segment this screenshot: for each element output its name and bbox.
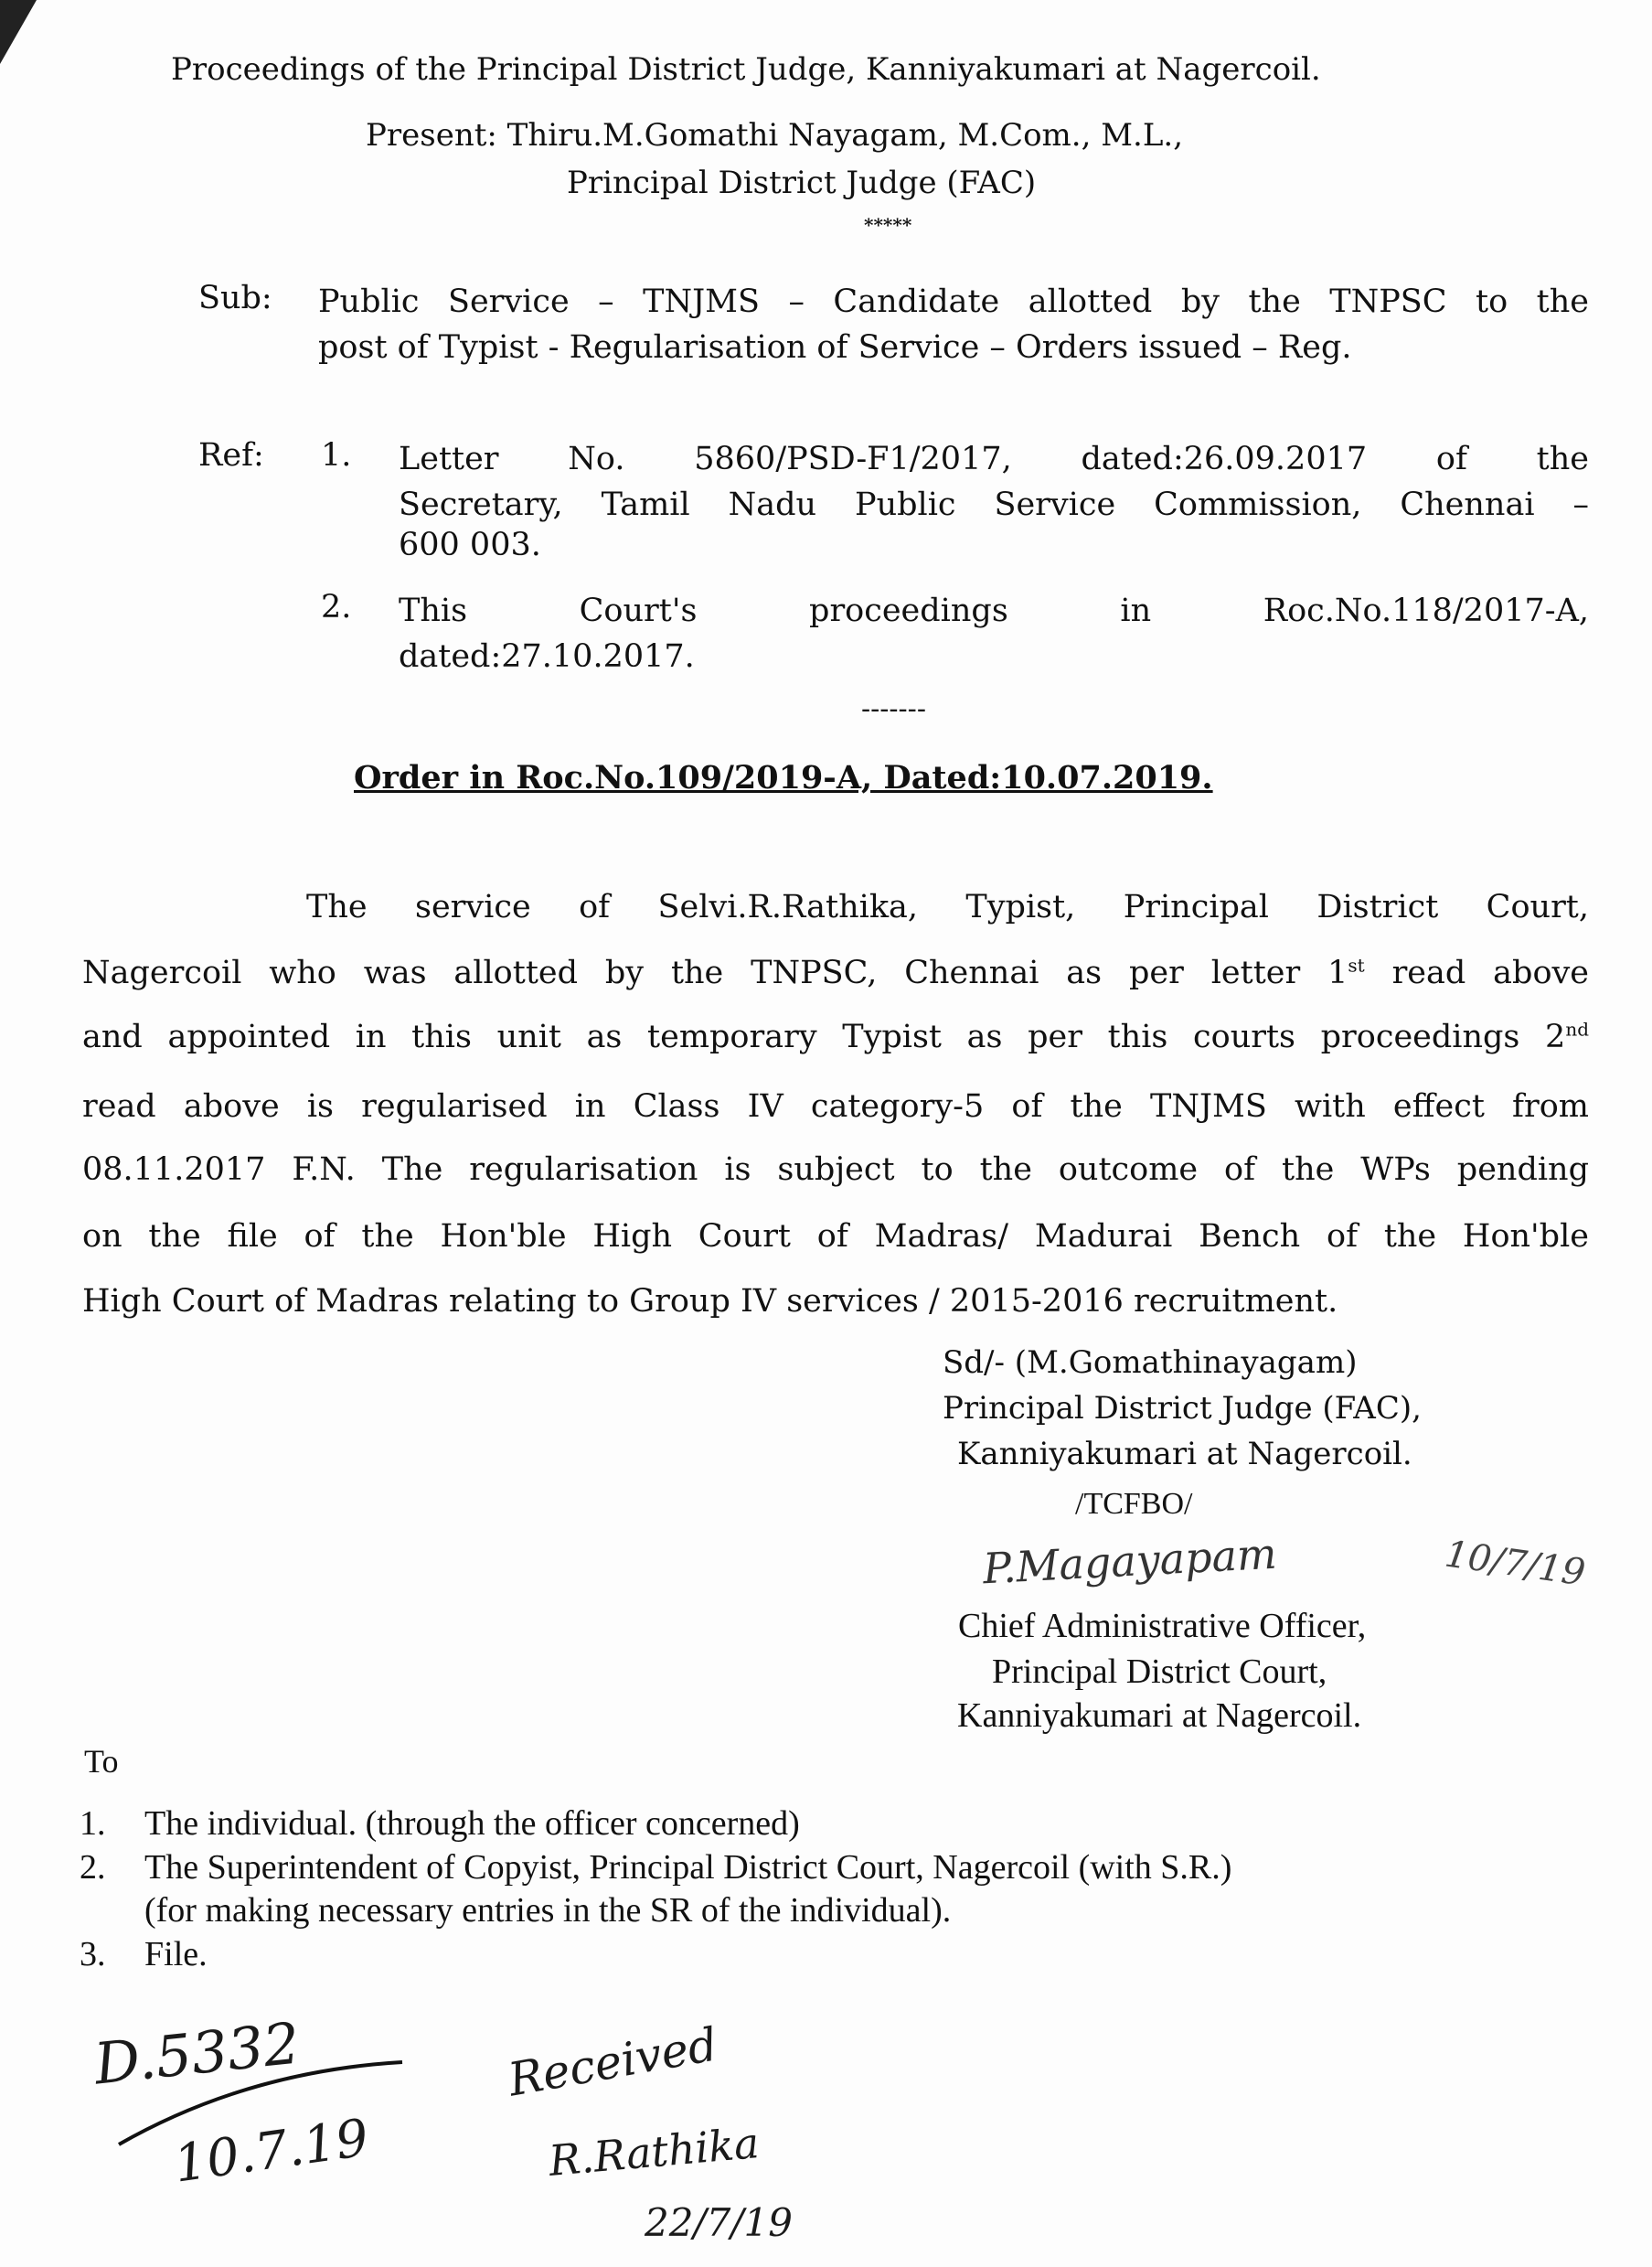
body-text: read above: [1364, 955, 1590, 991]
recipient-2: The Superintendent of Copyist, Principal District Court, Nagercoil (with S.R.): [144, 1848, 1232, 1887]
recipient-1-number: 1.: [80, 1804, 106, 1843]
dispatch-date: 10.7.19: [170, 2108, 373, 2195]
ref-1-line-2: Secretary, Tamil Nadu Public Service Commission, Chennai –: [399, 487, 1589, 523]
signatory-designation: Principal District Judge (FAC),: [943, 1390, 1422, 1427]
body-line-6: on the file of the Hon'ble High Court of Madras/ Madurai Bench of the Hon'ble: [82, 1218, 1589, 1255]
body-line-2: [82, 955, 1589, 991]
body-line-5: 08.11.2017 F.N. The regularisation is subject to the outcome of the WPs pending: [82, 1151, 1589, 1188]
recipient-1: The individual. (through the officer concerned): [144, 1804, 800, 1843]
judge-designation: Principal District Judge (FAC): [567, 165, 1037, 201]
ref-2-line-1: This Court's proceedings in Roc.No.118/2017-A,: [399, 593, 1589, 629]
ref-2-line-2: dated:27.10.2017.: [399, 638, 695, 675]
subject-label: Sub:: [198, 280, 272, 316]
ref-label: Ref:: [198, 437, 264, 474]
signatory-name: Sd/- (M.Gomathinayagam): [943, 1344, 1358, 1381]
separator-dashes: -------: [861, 693, 926, 725]
body-line-1: The service of Selvi.R.Rathika, Typist, Principal District Court,: [306, 889, 1589, 925]
cao-place: Kanniyakumari at Nagercoil.: [957, 1696, 1362, 1735]
recipient-2-number: 2.: [80, 1848, 106, 1887]
cao-court: Principal District Court,: [992, 1652, 1327, 1691]
document-title: Proceedings of the Principal District Judge, Kanniyakumari at Nagercoil.: [171, 51, 1321, 88]
tcfbo-mark: /TCFBO/: [1075, 1487, 1193, 1521]
recipient-3-number: 3.: [80, 1935, 106, 1973]
present-line: Present: Thiru.M.Gomathi Nayagam, M.Com., M.L.,: [366, 117, 1184, 154]
body-line-7: High Court of Madras relating to Group IV services / 2015-2016 recruitment.: [82, 1283, 1338, 1320]
cao-designation: Chief Administrative Officer,: [958, 1607, 1367, 1645]
body-line-3: [82, 1019, 1589, 1055]
to-label: To: [84, 1743, 119, 1780]
ref-1-line-3: 600 003.: [399, 527, 541, 563]
dispatch-number: D.5332: [91, 2009, 304, 2098]
superscript: st: [1348, 954, 1365, 977]
scan-corner-shadow: [0, 0, 37, 64]
ref-1-line-1: Letter No. 5860/PSD-F1/2017, dated:26.09.2017 of the: [399, 441, 1589, 477]
officer-handwritten-date: 10/7/19: [1442, 1533, 1588, 1595]
subject-line-2: post of Typist - Regularisation of Service – Orders issued – Reg.: [318, 329, 1352, 366]
recipient-3: File.: [144, 1935, 208, 1973]
officer-handwritten-signature: P.Magayapam: [981, 1528, 1278, 1594]
body-text: Nagercoil who was allotted by the TNPSC, Chennai as per letter 1: [82, 955, 1348, 991]
body-line-4: read above is regularised in Class IV category-5 of the TNJMS with effect from: [82, 1088, 1589, 1125]
body-text: and appointed in this unit as temporary Typist as per this courts proceedings 2: [82, 1019, 1566, 1055]
recipient-2-note: (for making necessary entries in the SR of the individual).: [144, 1891, 952, 1930]
stars-separator: *****: [864, 214, 912, 236]
receiver-signature: R.Rathika: [547, 2118, 762, 2186]
ref-2-number: 2.: [321, 589, 352, 626]
received-note: Received: [504, 2017, 721, 2107]
superscript: nd: [1565, 1018, 1589, 1041]
subject-line-1: Public Service – TNJMS – Candidate allotted by the TNPSC to the: [318, 283, 1589, 320]
received-date: 22/7/19: [645, 2200, 793, 2245]
order-heading: Order in Roc.No.109/2019-A, Dated:10.07.2019.: [354, 759, 1213, 797]
signatory-place: Kanniyakumari at Nagercoil.: [957, 1436, 1412, 1472]
ref-1-number: 1.: [321, 437, 352, 474]
